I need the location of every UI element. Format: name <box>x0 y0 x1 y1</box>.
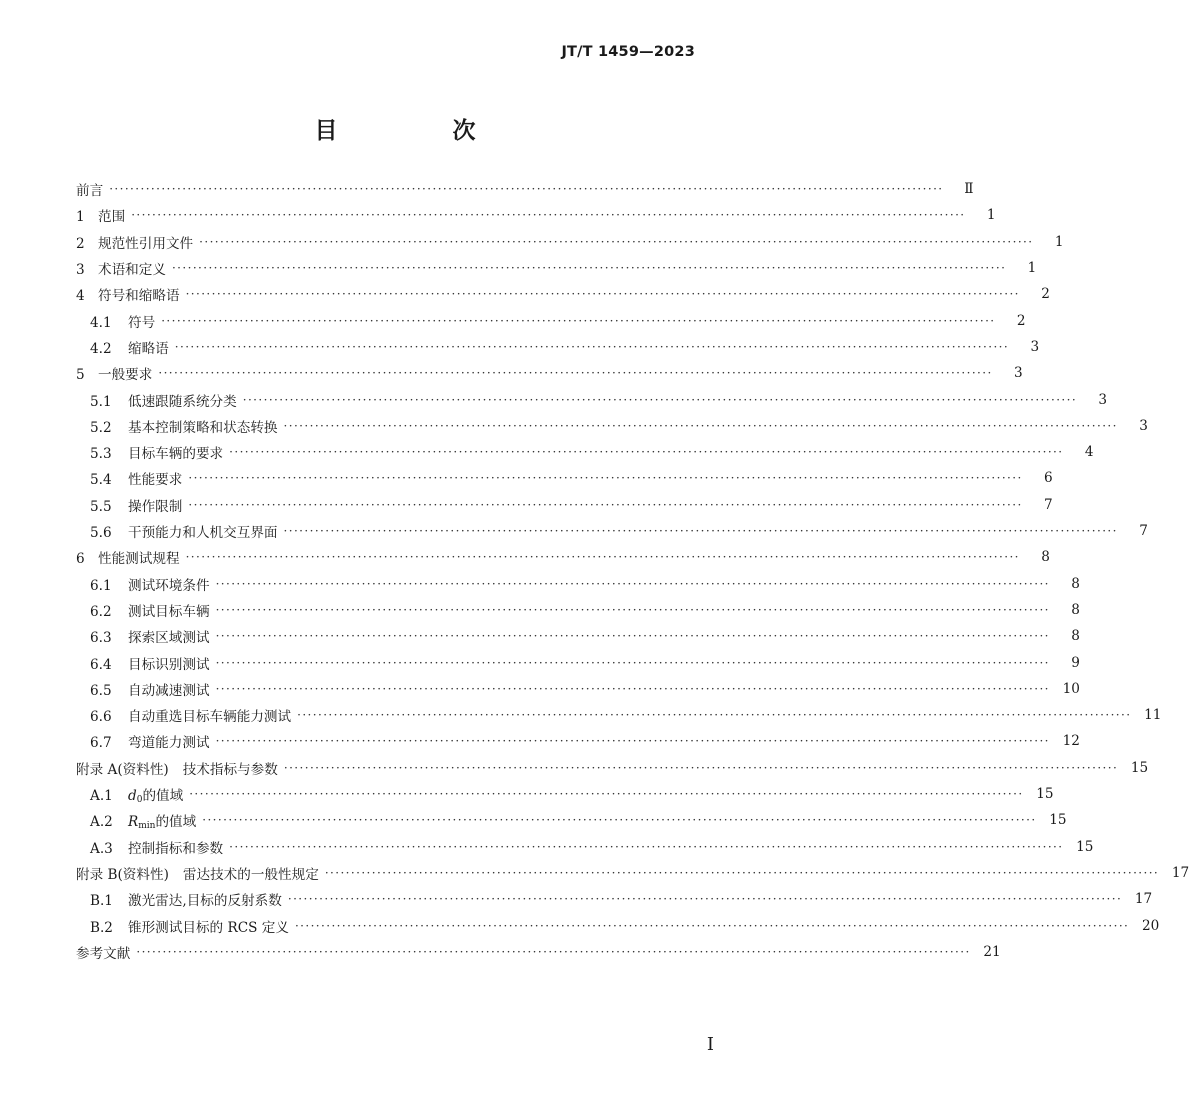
toc-entry-variable-subscript: min <box>138 820 156 831</box>
toc-entry-text: 弯道能力测试 <box>128 735 210 752</box>
toc-entry-page: 8 <box>1071 601 1080 618</box>
toc-entry-number: 6.6 <box>90 709 112 726</box>
toc-entry-page: 17 <box>1171 864 1189 881</box>
toc-entry-label <box>90 705 291 725</box>
toc-entry-number: 5.2 <box>90 419 112 436</box>
toc-entry[interactable] <box>0 834 1094 860</box>
toc-entry-page: 3 <box>1098 391 1108 408</box>
toc-entry[interactable] <box>0 465 1053 491</box>
toc-leader-dots: ································································································································································ <box>283 760 1119 775</box>
toc-entry-number: A.3 <box>90 840 113 857</box>
toc-entry[interactable] <box>0 413 1148 439</box>
toc-entry-text: 缩略语 <box>128 340 169 357</box>
toc-entry-number: A.1 <box>90 787 113 804</box>
toc-leader-dots: ································································································································································ <box>188 497 1023 512</box>
toc-entry-text: 规范性引用文件 <box>98 235 194 252</box>
toc-leader-dots: ································································································································································ <box>199 234 1034 249</box>
toc-leader-dots: ································································································································································ <box>297 708 1132 723</box>
toc-entry-page: 7 <box>1044 496 1053 513</box>
toc-entry-page: 15 <box>1049 812 1067 829</box>
toc-entry[interactable] <box>0 544 1050 570</box>
toc-entry-text: 基本控制策略和状态转换 <box>128 419 278 436</box>
toc-entry[interactable] <box>0 334 1040 360</box>
toc-leader-dots: ································································································································································ <box>229 839 1064 854</box>
toc-entry-page: 12 <box>1062 733 1080 750</box>
toc-entry-text: 锥形测试目标的 RCS 定义 <box>128 919 289 936</box>
toc-entry-page: 17 <box>1134 891 1153 908</box>
toc-entry-label <box>90 653 210 673</box>
toc-leader-dots: ································································································································································ <box>283 524 1118 539</box>
toc-leader-dots: ································································································································································ <box>131 208 966 223</box>
toc-entry[interactable] <box>0 623 1080 649</box>
toc-entry-label <box>90 337 169 357</box>
toc-entry[interactable] <box>0 255 1037 281</box>
page-number: I <box>706 1034 714 1055</box>
toc-entry-label <box>90 311 155 331</box>
toc-entry[interactable] <box>0 492 1053 518</box>
toc-entry-label <box>90 521 278 541</box>
toc-leader-dots: ································································································································································ <box>229 445 1064 460</box>
toc-entry-label <box>76 942 130 962</box>
toc-entry[interactable] <box>0 781 1054 807</box>
toc-entry-number: 6.1 <box>90 577 112 594</box>
toc-entry[interactable] <box>0 308 1026 334</box>
toc-entry-number: 4.1 <box>90 314 112 331</box>
toc-entry-number: 5.5 <box>90 498 112 515</box>
toc-entry-label <box>90 810 196 831</box>
toc-entry-text: 符号 <box>128 314 156 331</box>
toc-entry-page: 20 <box>1141 917 1160 934</box>
toc-entry-label <box>90 731 210 751</box>
toc-entry-label <box>76 758 278 778</box>
toc-entry-label <box>76 258 166 278</box>
toc-entry-label <box>90 837 223 857</box>
toc-entry-label <box>90 442 223 462</box>
toc-entry-text: 技术指标与参数 <box>182 761 278 778</box>
toc-entry-page: 4 <box>1084 444 1094 461</box>
toc-entry-text: 雷达技术的一般性规定 <box>182 866 319 883</box>
toc-entry-page: 1 <box>986 207 996 224</box>
toc-entry-number: 5.6 <box>90 525 112 542</box>
toc-leader-dots: ································································································································································ <box>215 734 1050 749</box>
toc-entry-text: 自动减速测试 <box>128 682 210 699</box>
toc-leader-dots: ································································································································································ <box>283 418 1118 433</box>
standard-code: JT/T 1459—2023 <box>561 44 695 60</box>
toc-entry-text: 自动重选目标车辆能力测试 <box>128 709 292 726</box>
toc-entry-text: 操作限制 <box>128 498 183 515</box>
toc-entry[interactable] <box>0 597 1080 623</box>
toc-entry-number: 5.3 <box>90 446 112 463</box>
toc-entry-label <box>76 363 152 383</box>
toc-entry-page: 9 <box>1071 654 1080 671</box>
toc-entry-label <box>90 679 210 699</box>
toc-entry-number: 5 <box>76 367 85 384</box>
toc-leader-dots: ································································································································································ <box>161 313 996 328</box>
toc-leader-dots: ································································································································································ <box>215 576 1050 591</box>
toc-entry[interactable] <box>0 860 1189 886</box>
toc-entry-page: 21 <box>983 943 1001 960</box>
toc-entry-variable-subscript: 0 <box>136 794 143 805</box>
toc-entry[interactable] <box>0 202 996 228</box>
toc-entry-text: 符号和缩略语 <box>98 288 180 305</box>
toc-entry-number: 1 <box>76 209 85 226</box>
toc-entry-text: 一般要求 <box>98 367 153 384</box>
toc-entry[interactable] <box>0 728 1080 754</box>
toc-leader-dots: ································································································································································ <box>215 602 1050 617</box>
toc-entry-label <box>90 468 182 488</box>
toc-entry[interactable] <box>0 518 1148 544</box>
toc-leader-dots: ································································································································································ <box>242 392 1078 407</box>
toc-entry-page: 8 <box>1041 549 1050 566</box>
toc-entry-page: 3 <box>1014 365 1023 382</box>
toc-entry-text: 控制指标和参数 <box>128 840 224 857</box>
toc-entry-label <box>90 390 237 410</box>
toc-entry-number: B.1 <box>90 893 113 910</box>
toc-entry-number: 附录 B(资料性) <box>76 866 169 883</box>
toc-entry[interactable] <box>0 886 1153 912</box>
toc-entry-text: 目标车辆的要求 <box>128 446 224 463</box>
toc-leader-dots: ································································································································································ <box>215 629 1050 644</box>
toc-entry-page: 1 <box>1054 233 1064 250</box>
toc-entry-label <box>76 863 319 883</box>
toc-entry-label <box>76 205 125 225</box>
toc-leader-dots: ································································································································································ <box>215 655 1050 670</box>
toc-entry[interactable] <box>0 229 1064 255</box>
toc-entry-number: B.2 <box>90 919 113 936</box>
toc-entry-text: 低速跟随系统分类 <box>128 393 237 410</box>
toc-entry-number: A.2 <box>90 813 113 830</box>
toc-entry-page: 8 <box>1071 575 1080 592</box>
toc-entry[interactable] <box>0 649 1080 675</box>
toc-entry-number: 4.2 <box>90 340 112 357</box>
toc-entry-text: 性能测试规程 <box>98 551 180 568</box>
toc-entry[interactable] <box>0 386 1108 412</box>
toc-entry-page: 2 <box>1016 312 1026 329</box>
toc-entry-number: 6.4 <box>90 656 112 673</box>
toc-leader-dots: ································································································································································ <box>185 287 1020 302</box>
toc-entry-page: 3 <box>1139 417 1148 434</box>
toc-entry[interactable] <box>0 676 1080 702</box>
toc-entry[interactable] <box>0 360 1023 386</box>
toc-entry-page: Ⅱ <box>964 181 974 198</box>
toc-entry-label <box>90 784 183 805</box>
toc-entry-label <box>90 916 289 936</box>
toc-entry-page: 8 <box>1071 628 1080 645</box>
page-title: 目 次 <box>314 117 522 144</box>
toc-entry-text: 测试目标车辆 <box>128 603 210 620</box>
toc-leader-dots: ································································································································································ <box>294 918 1130 933</box>
toc-entry-label <box>76 284 180 304</box>
toc-entry-number: 6.2 <box>90 603 112 620</box>
toc-leader-dots: ································································································································································ <box>158 366 993 381</box>
toc-entry-number: 2 <box>76 235 85 252</box>
toc-entry-label <box>76 547 180 567</box>
toc-entry-text: 的值域 <box>142 787 184 804</box>
toc-entry-page: 7 <box>1139 523 1148 540</box>
toc-entry[interactable] <box>0 571 1080 597</box>
toc-entry[interactable] <box>0 807 1067 833</box>
toc-entry-text: 激光雷达,目标的反射系数 <box>128 893 282 910</box>
toc-entry-text: 测试环境条件 <box>128 577 210 594</box>
toc-leader-dots: ································································································································································ <box>174 339 1010 354</box>
toc-entry-text: 目标识别测试 <box>128 656 210 673</box>
toc-entry[interactable] <box>0 281 1050 307</box>
toc-entry-label <box>90 495 182 515</box>
toc-leader-dots: ································································································································································ <box>287 892 1123 907</box>
toc-entry-number: 6.7 <box>90 735 112 752</box>
toc-entry-page: 10 <box>1062 680 1080 697</box>
toc-entry-variable: R <box>128 813 139 830</box>
toc-entry[interactable] <box>0 755 1149 781</box>
toc-leader-dots: ································································································································································ <box>189 787 1024 802</box>
toc-entry-page: 15 <box>1036 786 1054 803</box>
toc-entry-text: 探索区域测试 <box>128 630 210 647</box>
toc-entry-label <box>76 179 103 199</box>
toc-entry-page: 15 <box>1130 759 1149 776</box>
toc-entry-number: 6 <box>76 551 85 568</box>
toc-entry-page: 2 <box>1041 286 1050 303</box>
toc-entry[interactable] <box>0 939 1001 965</box>
toc-entry-label <box>90 574 210 594</box>
toc-leader-dots: ································································································································································ <box>202 813 1037 828</box>
toc-entry-number: 3 <box>76 262 85 279</box>
toc-entry-label <box>90 600 210 620</box>
toc-leader-dots: ································································································································································ <box>188 471 1023 486</box>
toc-entry-text: 范围 <box>98 209 126 226</box>
toc-leader-dots: ································································································································································ <box>171 261 1007 276</box>
toc-entry-number: 6.5 <box>90 682 112 699</box>
toc-entry-page: 3 <box>1030 338 1040 355</box>
toc-entry-page: 1 <box>1027 260 1037 277</box>
toc-entry-label <box>76 232 193 252</box>
toc-entry-text: 前言 <box>76 183 104 200</box>
toc-entry-number: 4 <box>76 288 85 305</box>
toc-entry-label <box>90 889 282 909</box>
toc-entry-page: 11 <box>1144 707 1162 724</box>
toc-entry-text: 性能要求 <box>128 472 183 489</box>
toc-entry[interactable] <box>0 912 1160 938</box>
toc-entry-number: 5.4 <box>90 472 112 489</box>
toc-entry-number: 附录 A(资料性) <box>76 761 169 778</box>
toc-entry-text: 干预能力和人机交互界面 <box>128 525 278 542</box>
toc-entry-label <box>90 626 210 646</box>
toc-entry-number: 5.1 <box>90 393 112 410</box>
toc-entry-number: 6.3 <box>90 630 112 647</box>
toc-leader-dots: ································································································································································ <box>324 865 1160 880</box>
toc-entry-text: 术语和定义 <box>98 262 166 279</box>
toc-entry[interactable] <box>0 176 974 202</box>
toc-entry-label <box>90 416 278 436</box>
toc-entry-text: 的值域 <box>155 813 197 830</box>
toc-entry-page: 15 <box>1076 838 1094 855</box>
toc-leader-dots: ································································································································································ <box>185 550 1020 565</box>
toc-entry-text: 参考文献 <box>76 945 131 962</box>
toc-entry-page: 6 <box>1044 470 1053 487</box>
toc-entry-variable: d <box>128 787 137 804</box>
toc-entry[interactable] <box>0 439 1094 465</box>
toc-leader-dots: ································································································································································ <box>215 681 1050 696</box>
toc-entry[interactable] <box>0 702 1162 728</box>
toc-leader-dots: ································································································································································ <box>109 182 944 197</box>
toc-leader-dots: ································································································································································ <box>136 944 971 959</box>
